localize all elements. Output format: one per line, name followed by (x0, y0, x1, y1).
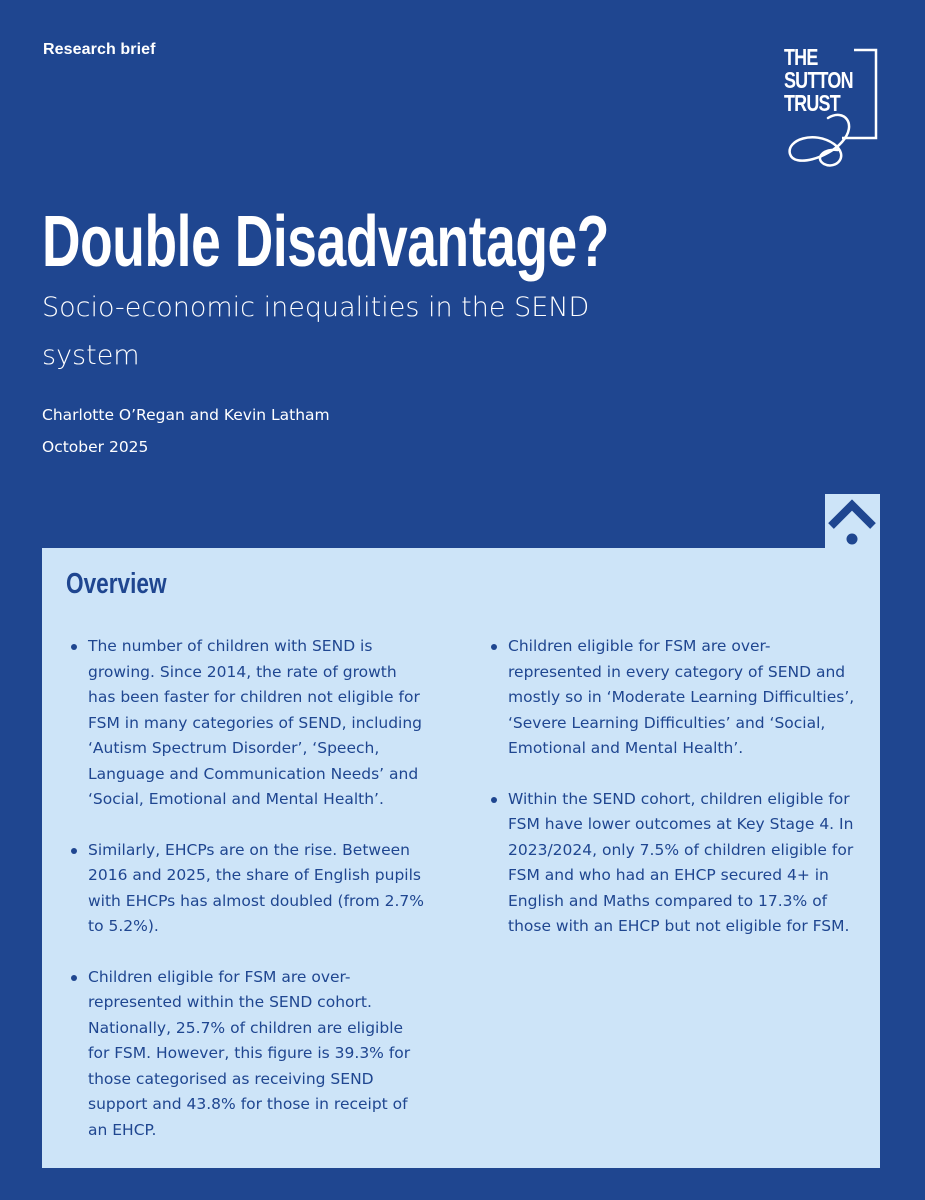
logo-line: TRUST (784, 90, 840, 116)
overview-left-column (68, 634, 428, 1168)
report-title: Double Disadvantage? (42, 202, 609, 282)
sutton-trust-logo (784, 46, 878, 172)
chevron-up-dot-icon (825, 494, 880, 549)
list-item: Similarly, EHCPs are on the rise. Between 2016 and 2025, the share of English pupils with EHCPs has almost doubled (from 2.7% to 5.2%). (68, 838, 428, 940)
report-subtitle: Socio-economic inequalities in the SEND system (42, 292, 590, 371)
list-item: Within the SEND cohort, children eligible for FSM have lower outcomes at Key Stage 4. In 2023/2024, only 7.5% of children eligible for FSM and who had an EHCP secured 4+ in English and Maths compared to 17.3% of those with an EHCP but not eligible for FSM. (488, 787, 860, 940)
overview-heading: Overview (66, 568, 167, 600)
report-date: October 2025 (42, 438, 149, 456)
logo-line: THE (784, 44, 818, 70)
overview-panel (42, 548, 880, 1168)
logo-swirl-icon (784, 46, 878, 172)
list-item: Children eligible for FSM are over-represented within the SEND cohort. Nationally, 25.7% of children are eligible for FSM. However, this figure is 39.3% for those categorised as receiving SEND support and 43.8% for those in receipt of an EHCP. (68, 965, 428, 1144)
list-item: Children eligible for FSM are over-represented in every category of SEND and mostly so in ‘Moderate Learning Difficulties’, ‘Severe Learning Difficulties’ and ‘Social, Emotional and Mental Health’. (488, 634, 860, 762)
document-type-label: Research brief (43, 41, 156, 58)
list-item: The number of children with SEND is growing. Since 2014, the rate of growth has been faster for children not eligible for FSM in many categories of SEND, including ‘Autism Spectrum Disorder’, ‘Speech, Language and Communication Needs’ and ‘Social, Emotional and Mental Health’. (68, 634, 428, 813)
overview-right-column (488, 634, 860, 965)
report-authors: Charlotte O’Regan and Kevin Latham (42, 406, 330, 424)
logo-line: SUTTON (784, 67, 853, 93)
